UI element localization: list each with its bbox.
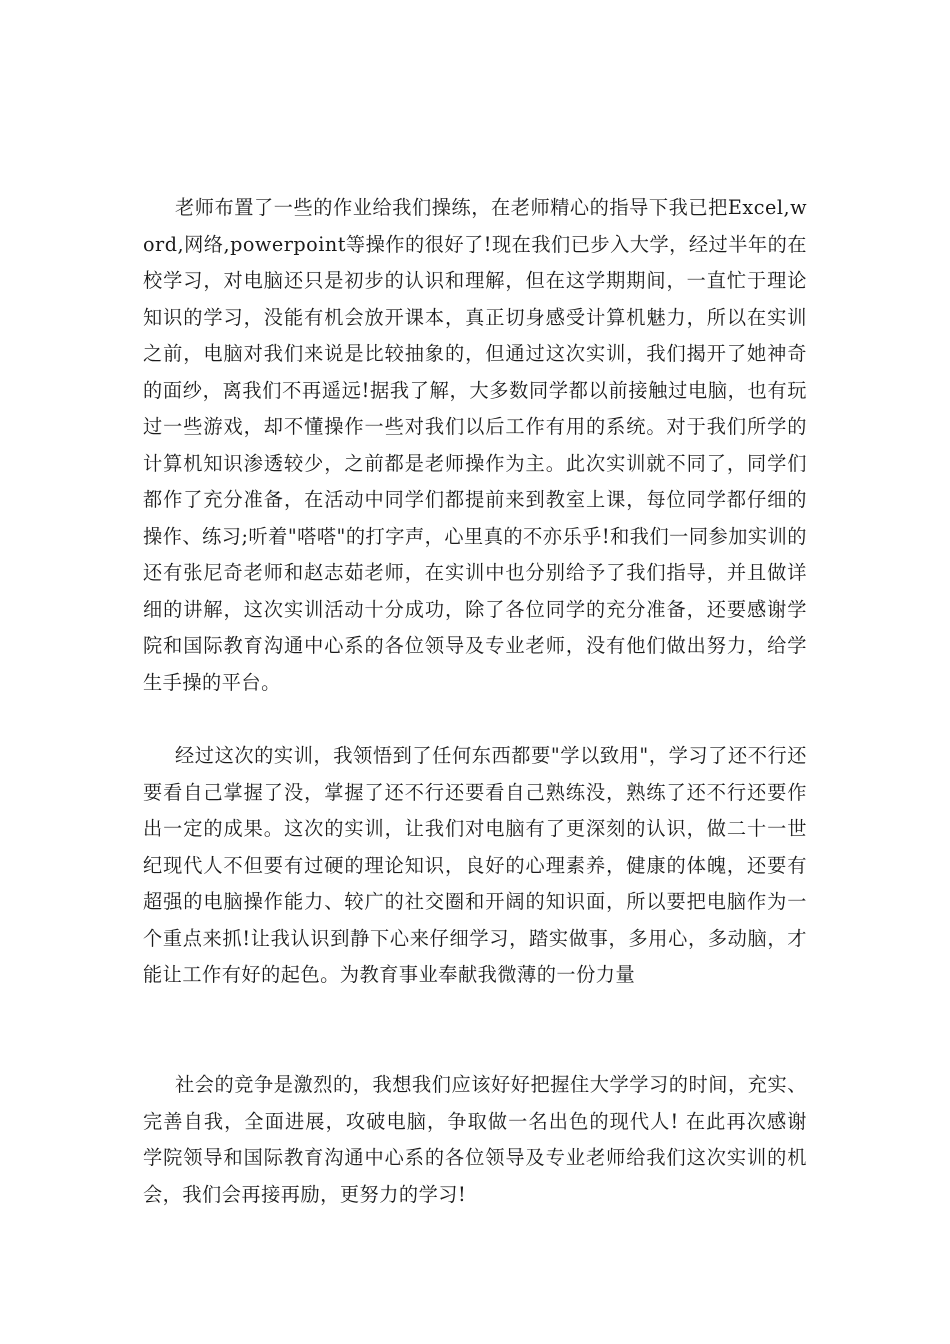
paragraph-conclusion: 社会的竞争是激烈的，我想我们应该好好把握住大学学习的时间，充实、完善自我，全面进展，攻破电脑，争取做一名出色的现代人! 在此再次感谢学院领导和国际教育沟通中心系的各位领导及专业老师给我们这次实训的机会，我们会再接再励，更努力的学习! xyxy=(143,1073,807,1206)
paragraph-training-experience: 老师布置了一些的作业给我们操练，在老师精心的指导下我已把Excel,word,网络,powerpoint等操作的很好了!现在我们已步入大学，经过半年的在校学习，对电脑还只是初步的认识和理解，但在这学期期间，一直忙于理论知识的学习，没能有机会放开课本，真正切身感受计算机魅力，所以在实训之前，电脑对我们来说是比较抽象的，但通过这次实训，我们揭开了她神奇的面纱，离我们不再遥远!据我了解，大多数同学都以前接触过电脑，也有玩过一些游戏，却不懂操作一些对我们以后工作有用的系统。对于我们所学的计算机知识渗透较少，之前都是老师操作为主。此次实训就不同了，同学们都作了充分准备，在活动中同学们都提前来到教室上课，每位同学都仔细的操作、练习;听着"嗒嗒"的打字声，心里真的不亦乐乎!和我们一同参加实训的还有张尼奇老师和赵志茹老师，在实训中也分别给予了我们指导，并且做详细的讲解，这次实训活动十分成功，除了各位同学的充分准备，还要感谢学院和国际教育沟通中心系的各位领导及专业老师，没有他们做出努力，给学生手操的平台。 xyxy=(143,196,807,694)
paragraph-learning-reflection: 经过这次的实训，我领悟到了任何东西都要"学以致用"，学习了还不行还要看自己掌握了没，掌握了还不行还要看自己熟练没，熟练了还不行还要作出一定的成果。这次的实训，让我们对电脑有了更深刻的认识，做二十一世纪现代人不但要有过硬的理论知识，良好的心理素养，健康的体魄，还要有超强的电脑操作能力、较广的社交圈和开阔的知识面，所以要把电脑作为一个重点来抓!让我认识到静下心来仔细学习，踏实做事，多用心，多动脑，才能让工作有好的起色。为教育事业奉献我微薄的一份力量 xyxy=(143,744,807,986)
